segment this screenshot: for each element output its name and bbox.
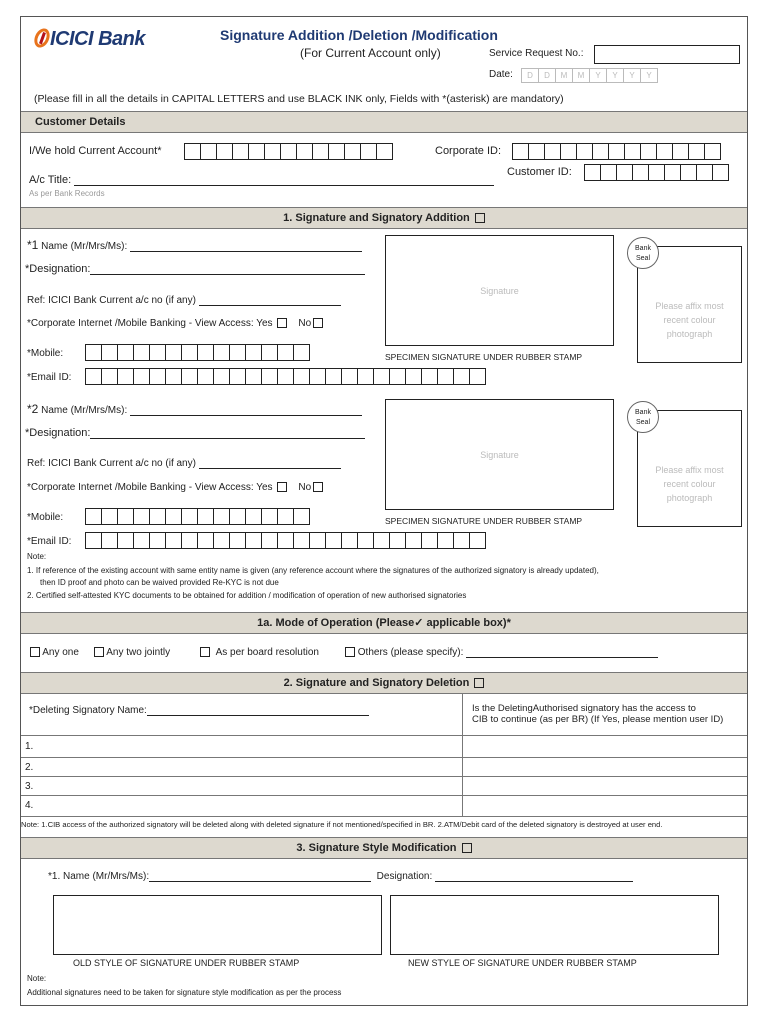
signatory1-email-input[interactable]	[85, 368, 485, 385]
section1-note-heading: Note:	[27, 552, 47, 561]
photo-text: Please affix most	[655, 301, 724, 311]
signatory2-no-checkbox[interactable]	[313, 482, 323, 492]
section3-name-label: *1. Name (Mr/Mrs/Ms): Designation:	[48, 871, 633, 882]
signatory2-designation-input[interactable]	[90, 429, 365, 439]
signatory1-designation-label: *Designation:	[25, 263, 365, 275]
deleting-name-input[interactable]	[147, 707, 369, 716]
any-one-checkbox[interactable]	[30, 647, 40, 657]
signature-placeholder: Signature	[480, 286, 519, 296]
specimen-label: SPECIMEN SIGNATURE UNDER RUBBER STAMP	[385, 516, 583, 526]
ac-title-input[interactable]	[74, 176, 494, 186]
date-char: Y	[606, 68, 624, 83]
photo-text: photograph	[666, 329, 713, 339]
signatory2-name-label: *2 Name (Mr/Mrs/Ms):	[27, 402, 362, 416]
current-account-label: I/We hold Current Account*	[29, 145, 162, 157]
date-char: D	[521, 68, 539, 83]
customer-details-heading: Customer Details	[21, 111, 747, 133]
customer-id-input[interactable]	[584, 164, 728, 181]
form-subtitle: (For Current Account only)	[300, 46, 441, 60]
bank-seal: Bank Seal	[627, 401, 659, 433]
deletion-table-divider	[462, 694, 463, 817]
section1-checkbox[interactable]	[475, 213, 485, 223]
specimen-label: SPECIMEN SIGNATURE UNDER RUBBER STAMP	[385, 352, 583, 362]
section1a-heading: 1a. Mode of Operation (Please✓ applicable box)*	[21, 612, 747, 634]
cib-access-question-1: Is the DeletingAuthorised signatory has the access to	[472, 703, 696, 714]
current-account-input[interactable]	[184, 143, 392, 160]
signatory2-mobile-input[interactable]	[85, 508, 309, 525]
mode-option-board[interactable]: As per board resolution	[198, 647, 319, 658]
signatory2-ref-input[interactable]	[199, 460, 341, 469]
new-signature-label: NEW STYLE OF SIGNATURE UNDER RUBBER STAMP	[408, 958, 637, 968]
section3-note-text: Additional signatures need to be taken for signature style modification as per the process	[27, 988, 342, 997]
signatory2-signature-box[interactable]	[385, 399, 614, 510]
row-divider	[21, 816, 747, 817]
section3-heading: 3. Signature Style Modification	[21, 837, 747, 859]
signatory1-ref-input[interactable]	[199, 297, 341, 306]
cib-access-question-2: CIB to continue (as per BR) (If Yes, please mention user ID)	[472, 714, 724, 725]
old-signature-box[interactable]	[53, 895, 382, 955]
date-char: Y	[640, 68, 658, 83]
signatory2-yes-checkbox[interactable]	[277, 482, 287, 492]
old-signature-label: OLD STYLE OF SIGNATURE UNDER RUBBER STAMP	[73, 958, 300, 968]
board-resolution-checkbox[interactable]	[200, 647, 210, 657]
others-input[interactable]	[466, 649, 658, 658]
any-two-checkbox[interactable]	[94, 647, 104, 657]
mode-option-others[interactable]: Others (please specify):	[343, 647, 658, 658]
section3-name-input[interactable]	[149, 873, 371, 882]
section2-heading: 2. Signature and Signatory Deletion	[21, 672, 747, 694]
date-char: M	[572, 68, 590, 83]
signatory1-name-label: *1 Name (Mr/Mrs/Ms):	[27, 238, 362, 252]
row-divider	[21, 795, 747, 796]
signatory1-cib-label: *Corporate Internet /Mobile Banking - View Access: Yes No	[27, 318, 323, 329]
date-char: M	[555, 68, 573, 83]
section2-note: Note: 1.CIB access of the authorized signatory will be deleted along with deleted signature if not mentioned/specified in BR. 2.ATM/Debit card of the deleted signatory is destroyed at user end.	[21, 820, 663, 829]
bank-seal: Bank Seal	[627, 237, 659, 269]
deletion-row[interactable]: 2.	[25, 762, 34, 773]
section3-note-heading: Note:	[27, 974, 47, 983]
ac-title-label: A/c Title:	[29, 174, 494, 186]
signatory1-name-input[interactable]	[130, 243, 362, 252]
date-input[interactable]	[521, 68, 657, 83]
signatory2-email-input[interactable]	[85, 532, 485, 549]
signatory1-designation-input[interactable]	[90, 265, 365, 275]
signatory1-signature-box[interactable]	[385, 235, 614, 346]
date-char: Y	[589, 68, 607, 83]
signatory1-ref-label: Ref: ICICI Bank Current a/c no (if any)	[27, 295, 341, 306]
signatory2-email-label: *Email ID:	[27, 536, 72, 547]
customer-id-label: Customer ID:	[507, 166, 572, 178]
photo-text: photograph	[666, 493, 713, 503]
corporate-id-label: Corporate ID:	[435, 145, 502, 157]
deletion-row[interactable]: 1.	[25, 741, 34, 752]
signatory1-yes-checkbox[interactable]	[277, 318, 287, 328]
deletion-row[interactable]: 4.	[25, 800, 34, 811]
mode-option-any-one[interactable]: Any one	[28, 647, 79, 658]
logo-text: ICICI Bank	[50, 28, 146, 50]
photo-text: recent colour	[663, 479, 716, 489]
section3-checkbox[interactable]	[462, 843, 472, 853]
corporate-id-input[interactable]	[512, 143, 720, 160]
signatory2-ref-label: Ref: ICICI Bank Current a/c no (if any)	[27, 458, 341, 469]
row-divider	[21, 735, 747, 736]
signatory1-mobile-label: *Mobile:	[27, 348, 64, 359]
service-request-label: Service Request No.:	[489, 48, 584, 59]
date-char: D	[538, 68, 556, 83]
date-char: Y	[623, 68, 641, 83]
row-divider	[21, 757, 747, 758]
section1-note-2: 2. Certified self-attested KYC documents to be obtained for addition / modification of operation of new authorised signatories	[27, 591, 467, 600]
deletion-row[interactable]: 3.	[25, 781, 34, 792]
ac-title-note: As per Bank Records	[29, 189, 105, 198]
section1-note-1a: 1. If reference of the existing account with same entity name is given (any reference account where the signatures of the authorized signatory is already updated),	[27, 566, 599, 575]
photo-text: Please affix most	[655, 465, 724, 475]
signatory2-cib-label: *Corporate Internet /Mobile Banking - View Access: Yes No	[27, 482, 323, 493]
others-checkbox[interactable]	[345, 647, 355, 657]
section1-heading: 1. Signature and Signatory Addition	[21, 207, 747, 229]
section3-designation-input[interactable]	[435, 873, 633, 882]
service-request-input[interactable]	[594, 45, 740, 64]
section1-note-1b: then ID proof and photo can be waived provided Re-KYC is not due	[40, 578, 279, 587]
section2-checkbox[interactable]	[474, 678, 484, 688]
signatory2-mobile-label: *Mobile:	[27, 512, 64, 523]
date-label: Date:	[489, 69, 513, 80]
signatory2-designation-label: *Designation:	[25, 427, 365, 439]
form-title: Signature Addition /Deletion /Modification	[220, 27, 498, 43]
instructions: (Please fill in all the details in CAPITAL LETTERS and use BLACK INK only, Fields with *(asterisk) are mandatory)	[34, 93, 564, 105]
new-signature-box[interactable]	[390, 895, 719, 955]
photo-text: recent colour	[663, 315, 716, 325]
signature-placeholder: Signature	[480, 450, 519, 460]
row-divider	[21, 776, 747, 777]
signatory1-email-label: *Email ID:	[27, 372, 72, 383]
deleting-name-label: *Deleting Signatory Name:	[29, 705, 369, 716]
signatory1-no-checkbox[interactable]	[313, 318, 323, 328]
signatory1-mobile-input[interactable]	[85, 344, 309, 361]
signatory2-name-input[interactable]	[130, 407, 362, 416]
mode-option-any-two[interactable]: Any two jointly	[92, 647, 170, 658]
icici-logo	[32, 26, 192, 52]
